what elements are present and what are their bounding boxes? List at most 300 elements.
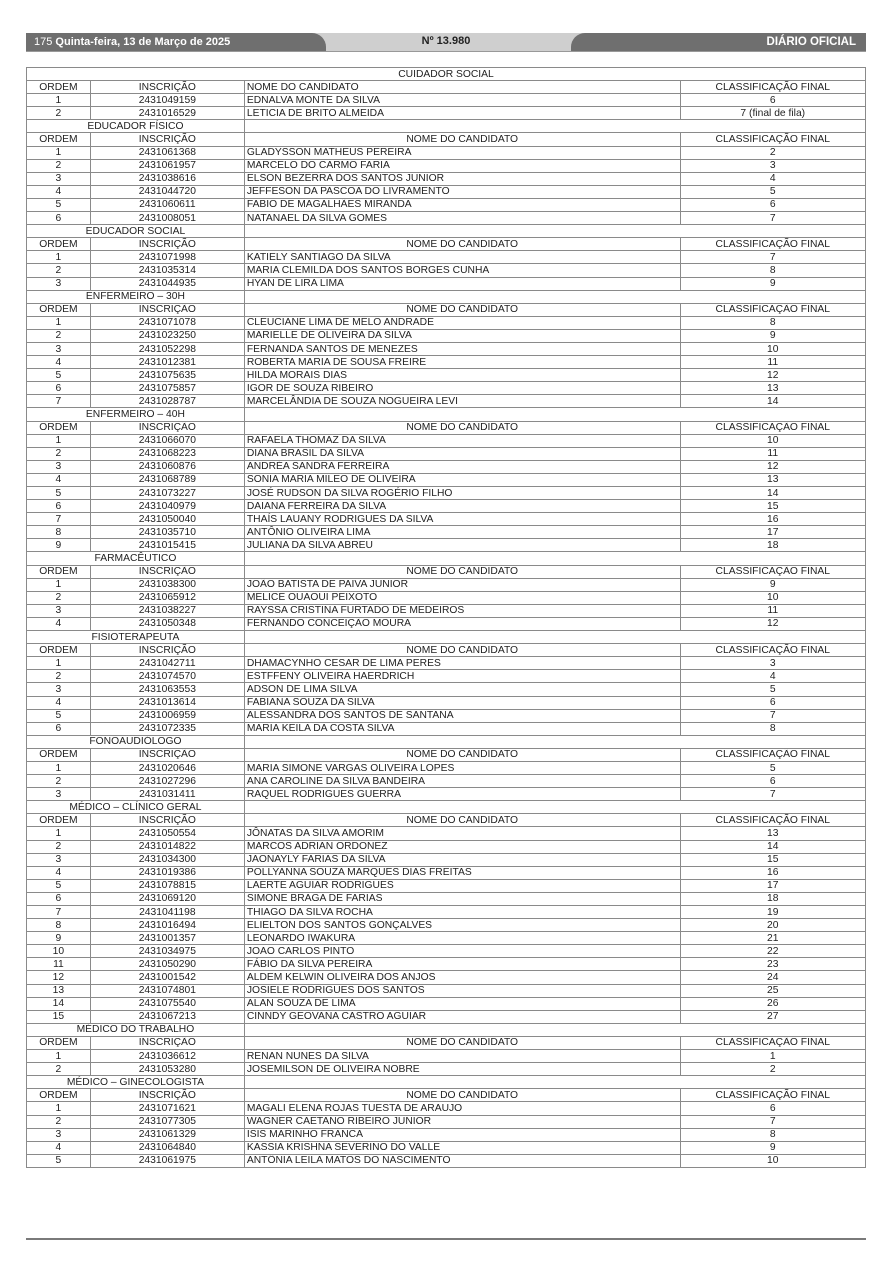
column-header-row [27,644,866,657]
cell-classificacao: 17 [680,526,865,539]
header-ordem: ORDEM [27,748,91,761]
header-divider [26,51,866,52]
cell-inscricao: 2431016529 [90,107,244,120]
cell-ordem: 2 [27,107,91,120]
cell-nome: ROBERTA MARIA DE SOUSA FREIRE [244,356,680,369]
cell-classificacao: 5 [680,683,865,696]
category-title-blank [244,631,865,644]
cell-ordem: 1 [27,578,91,591]
header-nome: NOME DO CANDIDATO [244,814,680,827]
table-row [27,1128,866,1141]
header-ordem: ORDEM [27,814,91,827]
cell-ordem: 1 [27,251,91,264]
cell-ordem: 11 [27,958,91,971]
table-row [27,356,866,369]
cell-nome: HILDA MORAIS DIAS [244,369,680,382]
cell-classificacao: 12 [680,617,865,630]
table-row [27,1141,866,1154]
cell-classificacao: 11 [680,356,865,369]
cell-nome: RAFAELA THOMAZ DA SILVA [244,434,680,447]
cell-ordem: 3 [27,342,91,355]
table-row [27,146,866,159]
cell-nome: MARIA KEILA DA COSTA SILVA [244,722,680,735]
cell-nome: MARIA SIMONE VARGAS OLIVEIRA LOPES [244,761,680,774]
category-title: ENFERMEIRO – 40H [27,408,245,421]
header-classificacao: CLASSIFICAÇÃO FINAL [680,644,865,657]
category-title: ENFERMEIRO – 30H [27,290,245,303]
cell-ordem: 8 [27,526,91,539]
cell-classificacao: 13 [680,473,865,486]
table-row [27,892,866,905]
cell-nome: ALDEM KELWIN OLIVEIRA DOS ANJOS [244,971,680,984]
cell-inscricao: 2431020646 [90,761,244,774]
category-title-row [27,735,866,748]
cell-nome: JAONAYLY FARIAS DA SILVA [244,853,680,866]
cell-ordem: 1 [27,657,91,670]
category-title-row [27,408,866,421]
cell-ordem: 1 [27,761,91,774]
category-title-blank [244,225,865,238]
category-title-blank [244,1023,865,1036]
cell-nome: ANTÔNIA LEILA MATOS DO NASCIMENTO [244,1154,680,1167]
header-ordem: ORDEM [27,421,91,434]
cell-inscricao: 2431050554 [90,827,244,840]
table-row [27,473,866,486]
cell-nome: LETICIA DE BRITO ALMEIDA [244,107,680,120]
cell-classificacao: 8 [680,1128,865,1141]
cell-classificacao: 11 [680,604,865,617]
cell-classificacao: 6 [680,696,865,709]
cell-ordem: 4 [27,617,91,630]
cell-nome: LAERTE AGUIAR RODRIGUES [244,879,680,892]
cell-classificacao: 13 [680,382,865,395]
cell-classificacao: 9 [680,277,865,290]
cell-inscricao: 2431061975 [90,1154,244,1167]
cell-classificacao: 24 [680,971,865,984]
cell-ordem: 10 [27,945,91,958]
table-row [27,94,866,107]
table-row [27,107,866,120]
cell-classificacao: 10 [680,342,865,355]
table-row [27,827,866,840]
cell-classificacao: 7 (final de fila) [680,107,865,120]
cell-nome: ALESSANDRA DOS SANTOS DE SANTANA [244,709,680,722]
cell-nome: ELSON BEZERRA DOS SANTOS JUNIOR [244,172,680,185]
cell-ordem: 3 [27,604,91,617]
cell-classificacao: 7 [680,1115,865,1128]
cell-nome: JOSEMILSON DE OLIVEIRA NOBRE [244,1063,680,1076]
cell-classificacao: 6 [680,94,865,107]
cell-classificacao: 5 [680,185,865,198]
issue-date: Quinta-feira, 13 de Março de 2025 [55,36,231,48]
cell-inscricao: 2431049159 [90,94,244,107]
column-header-row [27,303,866,316]
column-header-row [27,81,866,94]
cell-classificacao: 14 [680,840,865,853]
cell-inscricao: 2431077305 [90,1115,244,1128]
category-title-row [27,290,866,303]
table-row [27,198,866,211]
cell-nome: JOSIELE RODRIGUES DOS SANTOS [244,984,680,997]
cell-nome: ELIELTON DOS SANTOS GONÇALVES [244,919,680,932]
header-nome: NOME DO CANDIDATO [244,1089,680,1102]
cell-nome: ANTÔNIO OLIVEIRA LIMA [244,526,680,539]
cell-inscricao: 2431001542 [90,971,244,984]
cell-nome: JEFFESON DA PASCOA DO LIVRAMENTO [244,185,680,198]
cell-ordem: 2 [27,264,91,277]
cell-ordem: 12 [27,971,91,984]
cell-inscricao: 2431044720 [90,185,244,198]
header-inscricao: INSCRIÇÃO [90,644,244,657]
table-row [27,277,866,290]
header-inscricao: INSCRIÇÃO [90,133,244,146]
table-row [27,958,866,971]
cell-classificacao: 22 [680,945,865,958]
category-title: FISIOTERAPEUTA [27,631,245,644]
cell-classificacao: 14 [680,487,865,500]
cell-nome: NATANAEL DA SILVA GOMES [244,212,680,225]
cell-inscricao: 2431050040 [90,513,244,526]
category-title-row [27,120,866,133]
cell-nome: ESTFFENY OLIVEIRA HAERDRICH [244,670,680,683]
cell-ordem: 5 [27,487,91,500]
cell-classificacao: 2 [680,1063,865,1076]
cell-classificacao: 26 [680,997,865,1010]
cell-inscricao: 2431064840 [90,1141,244,1154]
cell-nome: FERNANDO CONCEIÇÃO MOURA [244,617,680,630]
cell-inscricao: 2431050348 [90,617,244,630]
cell-inscricao: 2431044935 [90,277,244,290]
header-nome: NOME DO CANDIDATO [244,81,680,94]
cell-ordem: 2 [27,591,91,604]
table-row [27,251,866,264]
table-row [27,696,866,709]
table-row [27,906,866,919]
cell-nome: IGOR DE SOUZA RIBEIRO [244,382,680,395]
cell-nome: RENAN NUNES DA SILVA [244,1050,680,1063]
header-inscricao: INSCRIÇÃO [90,1089,244,1102]
cell-classificacao: 2 [680,146,865,159]
header-inscricao: INSCRIÇÃO [90,748,244,761]
category-title-blank [244,408,865,421]
cell-inscricao: 2431038616 [90,172,244,185]
cell-inscricao: 2431016494 [90,919,244,932]
cell-ordem: 9 [27,539,91,552]
cell-classificacao: 9 [680,1141,865,1154]
header-ordem: ORDEM [27,644,91,657]
cell-ordem: 4 [27,185,91,198]
cell-ordem: 8 [27,919,91,932]
cell-ordem: 7 [27,513,91,526]
header-nome: NOME DO CANDIDATO [244,644,680,657]
cell-nome: SIMONE BRAGA DE FARIAS [244,892,680,905]
cell-ordem: 1 [27,434,91,447]
cell-ordem: 5 [27,198,91,211]
cell-classificacao: 15 [680,500,865,513]
cell-classificacao: 9 [680,329,865,342]
cell-inscricao: 2431061957 [90,159,244,172]
table-row [27,840,866,853]
table-row [27,932,866,945]
category-title-row [27,801,866,814]
cell-ordem: 3 [27,853,91,866]
cell-inscricao: 2431023250 [90,329,244,342]
cell-nome: JULIANA DA SILVA ABREU [244,539,680,552]
cell-classificacao: 16 [680,513,865,526]
category-title-row [27,1023,866,1036]
cell-nome: JOÃO BATISTA DE PAIVA JUNIOR [244,578,680,591]
cell-ordem: 5 [27,1154,91,1167]
header-classificacao: CLASSIFICAÇÃO FINAL [680,814,865,827]
header-nome: NOME DO CANDIDATO [244,565,680,578]
header-nome: NOME DO CANDIDATO [244,421,680,434]
table-row [27,578,866,591]
cell-inscricao: 2431031411 [90,788,244,801]
cell-nome: DHAMACYNHO CESAR DE LIMA PERES [244,657,680,670]
category-title: FONOAUDIÓLOGO [27,735,245,748]
header-ordem: ORDEM [27,1036,91,1049]
table-row [27,984,866,997]
category-title-row [27,631,866,644]
cell-inscricao: 2431068789 [90,473,244,486]
footer-divider [26,1238,866,1240]
cell-nome: WAGNER CAETANO RIBEIRO JUNIOR [244,1115,680,1128]
header-nome: NOME DO CANDIDATO [244,303,680,316]
header-ordem: ORDEM [27,81,91,94]
table-row [27,788,866,801]
cell-ordem: 1 [27,316,91,329]
category-title: EDUCADOR SOCIAL [27,225,245,238]
table-row [27,382,866,395]
table-row [27,316,866,329]
cell-ordem: 5 [27,369,91,382]
table-row [27,1010,866,1023]
cell-ordem: 2 [27,775,91,788]
cell-classificacao: 9 [680,578,865,591]
cell-inscricao: 2431028787 [90,395,244,408]
table-row [27,775,866,788]
cell-nome: LEONARDO IWAKURA [244,932,680,945]
cell-ordem: 3 [27,1128,91,1141]
column-header-row [27,133,866,146]
column-header-row [27,814,866,827]
table-row [27,447,866,460]
table-title-row [27,68,866,81]
cell-nome: GLADYSSON MATHEUS PEREIRA [244,146,680,159]
cell-classificacao: 1 [680,1050,865,1063]
table-row [27,919,866,932]
cell-inscricao: 2431071998 [90,251,244,264]
cell-classificacao: 8 [680,264,865,277]
page-header [26,33,866,51]
cell-classificacao: 20 [680,919,865,932]
table-row [27,1115,866,1128]
table-row [27,1154,866,1167]
cell-ordem: 5 [27,879,91,892]
cell-inscricao: 2431052298 [90,342,244,355]
cell-nome: CINNDY GEOVANA CASTRO AGUIAR [244,1010,680,1023]
cell-nome: ISIS MARINHO FRANCA [244,1128,680,1141]
table-row [27,159,866,172]
cell-inscricao: 2431075857 [90,382,244,395]
page-number: 175 [34,36,53,48]
results-table-body [27,68,866,1168]
cell-inscricao: 2431060876 [90,460,244,473]
cell-classificacao: 10 [680,1154,865,1167]
cell-classificacao: 17 [680,879,865,892]
table-row [27,369,866,382]
cell-ordem: 1 [27,146,91,159]
table-row [27,264,866,277]
header-nome: NOME DO CANDIDATO [244,1036,680,1049]
category-title-row [27,552,866,565]
category-title: FARMACÊUTICO [27,552,245,565]
cell-classificacao: 7 [680,788,865,801]
cell-inscricao: 2431050290 [90,958,244,971]
header-inscricao: INSCRIÇÃO [90,81,244,94]
header-ordem: ORDEM [27,1089,91,1102]
category-title: EDUCADOR FÍSICO [27,120,245,133]
table-row [27,657,866,670]
cell-ordem: 15 [27,1010,91,1023]
cell-nome: JOSÉ RUDSON DA SILVA ROGÉRIO FILHO [244,487,680,500]
cell-inscricao: 2431008051 [90,212,244,225]
cell-inscricao: 2431040979 [90,500,244,513]
table-row [27,526,866,539]
cell-classificacao: 3 [680,159,865,172]
header-inscricao: INSCRIÇÃO [90,421,244,434]
cell-inscricao: 2431078815 [90,879,244,892]
cell-inscricao: 2431036612 [90,1050,244,1063]
cell-nome: ALAN SOUZA DE LIMA [244,997,680,1010]
table-row [27,329,866,342]
cell-nome: RAQUEL RODRIGUES GUERRA [244,788,680,801]
cell-ordem: 5 [27,709,91,722]
table-row [27,500,866,513]
table-row [27,185,866,198]
cell-classificacao: 13 [680,827,865,840]
cell-classificacao: 18 [680,539,865,552]
cell-nome: EDNALVA MONTE DA SILVA [244,94,680,107]
cell-classificacao: 7 [680,251,865,264]
cell-inscricao: 2431075635 [90,369,244,382]
cell-ordem: 4 [27,696,91,709]
cell-classificacao: 25 [680,984,865,997]
cell-nome: MAGALI ELENA ROJAS TUESTA DE ARAUJO [244,1102,680,1115]
column-header-row [27,1036,866,1049]
header-nome: NOME DO CANDIDATO [244,133,680,146]
category-title: MÉDICO DO TRABALHO [27,1023,245,1036]
cell-ordem: 9 [27,932,91,945]
cell-ordem: 4 [27,866,91,879]
cell-ordem: 2 [27,670,91,683]
cell-ordem: 4 [27,356,91,369]
cell-classificacao: 18 [680,892,865,905]
table-row [27,212,866,225]
cell-classificacao: 19 [680,906,865,919]
cell-classificacao: 21 [680,932,865,945]
cell-classificacao: 6 [680,198,865,211]
cell-inscricao: 2431019386 [90,866,244,879]
table-row [27,1102,866,1115]
table-row [27,395,866,408]
cell-nome: FÁBIO DA SILVA PEREIRA [244,958,680,971]
cell-inscricao: 2431061368 [90,146,244,159]
cell-nome: ANDRÉA SANDRA FERREIRA [244,460,680,473]
cell-inscricao: 2431069120 [90,892,244,905]
table-row [27,460,866,473]
cell-inscricao: 2431034300 [90,853,244,866]
cell-nome: MARCELÂNDIA DE SOUZA NOGUEIRA LEVI [244,395,680,408]
header-classificacao: CLASSIFICAÇÃO FINAL [680,81,865,94]
cell-classificacao: 10 [680,434,865,447]
cell-classificacao: 16 [680,866,865,879]
cell-classificacao: 12 [680,369,865,382]
table-row [27,683,866,696]
cell-nome: DIANA BRASIL DA SILVA [244,447,680,460]
table-row [27,971,866,984]
header-ordem: ORDEM [27,303,91,316]
header-ordem: ORDEM [27,238,91,251]
column-header-row [27,1089,866,1102]
cell-classificacao: 5 [680,761,865,774]
header-classificacao: CLASSIFICAÇÃO FINAL [680,1089,865,1102]
category-title-blank [244,1076,865,1089]
cell-inscricao: 2431071621 [90,1102,244,1115]
cell-nome: POLLYANNA SOUZA MARQUES DIAS FREITAS [244,866,680,879]
cell-inscricao: 2431042711 [90,657,244,670]
cell-inscricao: 2431035710 [90,526,244,539]
publication-name: DIÁRIO OFICIAL [766,36,856,48]
cell-nome: MARCELO DO CARMO FARIA [244,159,680,172]
cell-inscricao: 2431073227 [90,487,244,500]
cell-inscricao: 2431060611 [90,198,244,211]
cell-ordem: 2 [27,1115,91,1128]
cell-nome: ANA CAROLINE DA SILVA BANDEIRA [244,775,680,788]
cell-nome: KASSIA KRISHNA SEVERINO DO VALLE [244,1141,680,1154]
cell-nome: MARIELLE DE OLIVEIRA DA SILVA [244,329,680,342]
cell-inscricao: 2431074801 [90,984,244,997]
table-row [27,342,866,355]
cell-inscricao: 2431061329 [90,1128,244,1141]
cell-ordem: 2 [27,159,91,172]
header-classificacao: CLASSIFICAÇÃO FINAL [680,421,865,434]
cell-nome: KATIELY SANTIAGO DA SILVA [244,251,680,264]
cell-inscricao: 2431013614 [90,696,244,709]
cell-inscricao: 2431015415 [90,539,244,552]
cell-ordem: 3 [27,277,91,290]
category-title-blank [244,801,865,814]
cell-ordem: 4 [27,473,91,486]
cell-nome: FABIO DE MAGALHÃES MIRANDA [244,198,680,211]
category-title-row [27,225,866,238]
table-row [27,434,866,447]
header-classificacao: CLASSIFICAÇÃO FINAL [680,303,865,316]
cell-nome: THIAGO DA SILVA ROCHA [244,906,680,919]
table-row [27,945,866,958]
cell-ordem: 7 [27,395,91,408]
table-row [27,1063,866,1076]
cell-classificacao: 27 [680,1010,865,1023]
cell-inscricao: 2431067213 [90,1010,244,1023]
table-title: CUIDADOR SOCIAL [27,68,866,81]
cell-ordem: 2 [27,840,91,853]
cell-ordem: 1 [27,827,91,840]
cell-nome: ADSON DE LIMA SILVA [244,683,680,696]
category-title-blank [244,552,865,565]
cell-ordem: 2 [27,329,91,342]
cell-nome: FABIANA SOUZA DA SILVA [244,696,680,709]
